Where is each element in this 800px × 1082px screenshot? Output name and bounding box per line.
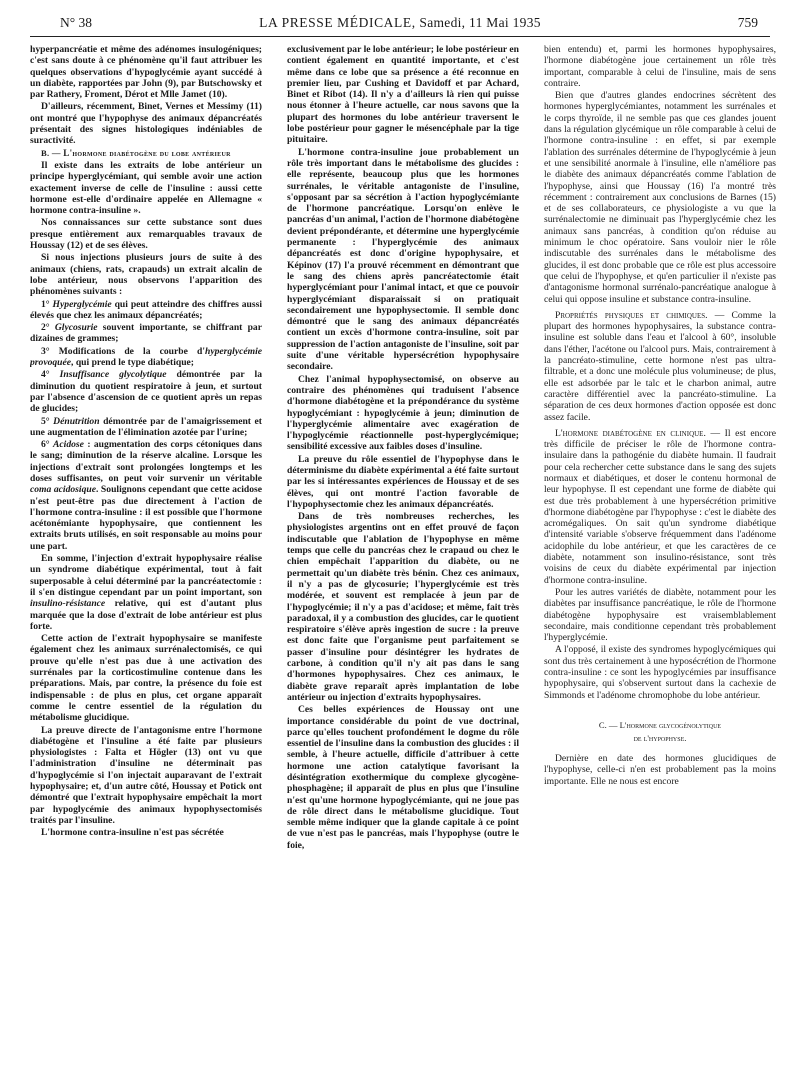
list-item [30,369,262,414]
journal-name: LA PRESSE MÉDICALE, [259,15,416,30]
list-text: démontrée par de l'amaigrissement et une augmentation de l'élimination azotée par l'urine; [30,415,262,438]
paragraph: La preuve du rôle essentiel de l'hypophyse dans le déterminisme du diabète expérimental a été faite surtout par les si intéressantes expériences de Houssay et de ses élèves, qui ont montré l'action favorable de l'hypophysectomie chez les animaux dépancréatés. [287,453,519,510]
list-term: Hyperglycémie [52,298,112,310]
issue-date: Samedi, 11 Mai 1935 [419,15,541,30]
list-term: Glycosurie [54,322,98,334]
text-run: — Comme la plupart des hormones hypophysaires, la substance contra-insuline est soluble dans l'eau et l'alcool à 60°, insoluble dans l'éther, l'acétone ou l'alcool purs. Mais, contrairement à la pancréato-stimuline, cette hormone n'est pas ultra-filtrable, et a donc une molécule plus volumineuse; de plus, elle est adsorbée par le talc et le charbon animal, autre caractère différentiel avec la pancréato-stimuline. La séparation de ces deux hormones d'action opposée est donc assez facile. [544,309,776,423]
journal-title [30,12,770,34]
paragraph: D'ailleurs, récemment, Binet, Vernes et Messimy (11) ont montré que l'hypophyse des animaux dépancréatés présentait des signes histologiques indéniables de suractivité. [30,101,262,147]
list-item [30,416,262,439]
section-subtitle: de l'hypophyse. [633,732,687,743]
column-3 [544,44,776,1074]
list-item [30,299,262,322]
page-header [30,12,770,34]
list-text: souvent importante, se chiffrant par dizaines de grammes; [30,322,262,345]
paragraph: Dernière en date des hormones glucidiques de l'hypophyse, celle-ci n'en est probablement pas la moins importante. Elle ne nous est encore [544,752,776,787]
paragraph: Si nous injections plusieurs jours de suite à des animaux (chiens, rats, crapauds) un extrait alcalin de lobe antérieur, nous observons l'apparition des phénomènes suivants : [30,252,262,298]
subsection-paragraph [544,310,776,423]
list-text: : augmentation des corps cétoniques dans le sang; diminution de la réserve alcaline. Lorsque les injections d'extrait sont prolongées longtemps et les doses suffisantes, on peut voir survenir un véritable [30,439,262,484]
list-num: 6° [41,439,54,451]
paragraph: Dans de très nombreuses recherches, les physiologistes argentins ont en effet prouvé de façon indiscutable que l'ablation de l'hypophyse en même temps que celle du pancréas chez le crapaud ou chez le chien empêchait l'apparition du diabète, ou ne permettait qu'un diabète très bénin. Chez ces animaux, il n'y a pas de glycosurie; l'hyperglycémie est très modérée, et souvent est remplacée à jeun par de l'hypoglycémie; il n'y a pas d'acidose; et même, fait très paradoxal, il y a combustion des glucides, car le quotient respiratoire s'élève après ingestion de sucre : la preuve est donc faite que l'organisme peut parfaitement se passer d'insuline pour désintégrer les hydrates de carbone, à condition qu'il n'y ait pas dans le sang d'hormones hypophysaires. Chez ces animaux, le diabète grave reparaît après implantation de lobe antérieur ou injection d'extraits hypophysaires. [287,511,519,703]
paragraph: Nos connaissances sur cette substance sont dues presque entièrement aux remarquables travaux de Houssay (12) et de ses élèves. [30,217,262,252]
subsection-title: Propriétés physiques et chimiques. [555,309,708,321]
header-rule [30,36,770,37]
list-term: Acidose [53,439,84,451]
list-item [30,346,262,369]
paragraph [30,553,262,632]
paragraph: Pour les autres variétés de diabète, notamment pour les diabètes par insuffisance pancréatique, le rôle de l'hormone diabétogène hypophysaire est vraisemblablement secondaire, mais conditionne cependant très probablement l'hyperglycémie. [544,586,776,644]
paragraph: hyperpancréatie et même des adénomes insulogéniques; c'est sans doute à ce phénomène qu'il faut attribuer les quelques observations d'hypoglycémie ayant succédé à un diabète, rapportées par John (9), par Butschowsky et par Rathery, Froment, Dérot et Mlle Jamet (10). [30,44,262,101]
paragraph: A l'opposé, il existe des syndromes hypoglycémiques qui sont dus très certainement à une hyposécrétion de l'hormone contra-insuline : ce sont les hypoglycémies par insuffisance hypophysaire, qui s'observent surtout dans la cachexie de Simmonds et l'adénome chromophobe du lobe antérieur. [544,644,776,701]
list-text: qui peut atteindre des chiffres aussi élevés que chez les animaux dépancréatés; [30,298,262,321]
section-heading-b [30,148,262,159]
section-letter: B. — [41,147,64,158]
list-num: 5° [41,415,54,427]
list-term: Insuffisance glycolytique [59,369,167,381]
list-term: Dénutrition [53,415,100,427]
list-num: 2° [41,322,55,334]
section-title: C. — L'hormone glycogénolytique [598,719,722,730]
paragraph: Il existe dans les extraits de lobe antérieur un principe hyperglycémiant, qui semble avoir une action exactement inverse de celle de l'insuline : aussi cette hormone est-elle d'ordinaire appelée en Allemagne « hormone contra-insuline ». [30,159,262,217]
list-text: , qui prend le type diabétique; [71,357,194,369]
paragraph: La preuve directe de l'antagonisme entre l'hormone diabétogène et l'insuline a été faite par plusieurs physiologistes : Falta et Högler (13) ont vu que l'administration d'insuline ne déterminait pas d'hypoglycémie si l'on injectait auparavant de l'extrait hypophysaire; et, d'un autre côté, Houssay et Potick ont démontré que l'extrait hypophysaire empêchait la mort par hypoglycémie des animaux hypophysectomisés traités par l'insuline. [30,724,262,826]
list-text: . Soulignons cependant que cette acidose n'est peut-être pas due directement à l'action de l'hormone contra-insuline : il est possible que l'hormone acétonémiante hypophysaire, que contiennent les extraits bruts utilisés, en soit responsable au moins pour une part. [30,484,262,552]
column-2 [287,44,519,1074]
paragraph: Cette action de l'extrait hypophysaire se manifeste également chez les animaux surrénalectomisés, ce qui prouve qu'elle n'est pas due à une activation des surrénales par la corticostimuline contenue dans les préparations. Mais, par contre, la présence du foie est indispensable : de plus en plus, cet organe apparaît comme le centre essentiel de la régulation du métabolisme glucidique. [30,633,262,724]
column-1 [30,44,262,1074]
paragraph: Ces belles expériences de Houssay ont une importance considérable du point de vue doctrinal, parce qu'elles touchent profondément le dogme du rôle essentiel de l'insuline dans la combustion des glucides : il semble, à l'heure actuelle, difficile d'attribuer à cette hormone une action catalytique favorisant la désintégration exothermique du complexe glycogène-phosphagène; il apparaît de plus en plus que l'insuline n'est qu'une hormone hypoglycémiante, qui ne joue pas de rôle direct dans le métabolisme glucidique. Tout semble même indiquer que la glande capitale à ce point de vue n'est pas le pancréas, mais l'hypophyse (outre le foie, [287,704,519,851]
paragraph: exclusivement par le lobe antérieur; le lobe postérieur en contient également en quantité importante, et c'est même dans ce lobe que sa présence a été reconnue en premier lieu, par Cushing et Davidoff et par Achard, Binet et Ribot (14). Il n'y a d'ailleurs là rien qui puisse nous étonner à l'heure actuelle, car nous savons que la plupart des hormones du lobe antérieur traversent le lobe postérieur pour gagner le mésencéphale par la tige pituitaire. [287,44,519,146]
paragraph: bien entendu) et, parmi les hormones hypophysaires, l'hormone diabétogène joue certainement un rôle très important, comparable à celui de l'insuline, mais de sens contraire. [544,44,776,89]
emphasis: insulino-résistance [30,598,106,610]
page-number: 759 [737,15,758,30]
list-item [30,439,262,552]
list-num: 4° [41,369,60,381]
list-text: démontrée par la diminution du quotient respiratoire à jeun, et surtout par l'absence d'ascension de ce quotient après un repas de glucides; [30,369,262,415]
section-title: L'hormone diabétogène du lobe antérieur [63,147,231,158]
text-run: relative, qui est d'autant plus marquée que la dose d'extrait de lobe antérieur est plus forte. [30,598,262,632]
subsection-paragraph [544,428,776,586]
paragraph: Bien que d'autres glandes endocrines sécrètent des hormones hyperglycémiantes, notamment les surrénales et le corps thyroïde, il ne semble pas que ces glandes jouent dans la régulation glycémique un rôle comparable à celui de l'hormone contra-insuline : en effet, si par exemple l'ablation des surrénales détermine de l'hypoglycémie à jeun et une sensibilité anormale à l'insuline, elle n'améliore pas le diabète des animaux dépancréatés comme l'ablation de l'hypophyse, ainsi que Houssay (16) l'a montré très récemment : contrairement aux conclusions de Barnes (15) et de ses collaborateurs, ce physiologiste a vu que la surrénalectomie ne diminuait pas l'hyperglycémie chez les animaux sans pancréas, à condition qu'on réduise au minimum le choc opératoire. Sans vouloir nier le rôle indiscutable des surrénales dans le métabolisme des glucides, il est donc probable que ce rôle est plus accessoire que celui de l'hypophyse, et qu'en particulier il n'existe pas d'antagonisme hormonal surrénalo-pancréatique analogue à celui qui oppose insuline et substance contra-insuline. [544,90,776,305]
paragraph: L'hormone contra-insuline n'est pas sécrétée [41,827,224,839]
list-item [30,322,262,345]
text-run: — Il est encore très difficile de préciser le rôle de l'hormone contra-insulaire dans la pathogénie du diabète humain. Il faudrait pour cela rechercher cette substance dans le sang des sujets normaux et diabétiques, et doser le contenu hormonal de leur hypophyse. Il est cependant une forme de diabète qui est due très probablement à une hypersécrétion primitive d'hormone diabétogène par l'hypophyse : c'est le diabète des acromégaliques. On sait qu'un syndrome diabétique d'intensité variable s'observe fréquemment dans l'adénome acidophile du lobe antérieur, et que les caractères de ce diabète, notamment son insulino-résistance, sont très voisins de ceux du diabète expérimental par injection d'hormone contra-insuline. [544,427,776,586]
paragraph: L'hormone contra-insuline joue probablement un rôle très important dans le métabolisme des glucides : elle représente, beaucoup plus que les hormones surrénales, le véritable antagoniste de l'insuline, s'opposant par sa sécrétion à l'action hypoglycémiante de l'hormone pancréatique. Lorsqu'on enlève le pancréas d'un animal, l'action de l'hormone diabétogène devient prépondérante, et détermine une hyperglycémie permanente : l'hyperglycémie des animaux dépancréatés est donc d'origine hypophysaire, et Képinov (17) l'a prouvé récemment en démontrant que le sang des chiens après pancréatectomie était hyperglycémiant pour l'animal intact, et que ce pouvoir hyperglycémiant disparaissait si on pratiquait secondairement une hypophysectomie. Il semble donc démontré que le sang des animaux dépancréatés contient un excès d'hormone contra-insuline, soit par suppression de l'action antagoniste de l'insuline, soit par suite d'une véritable hypersécrétion hypophysaire secondaire. [287,146,519,373]
list-num: 1° [41,298,53,310]
list-term: hyperglycémie provoquée [30,345,262,369]
text-run: En somme, l'injection d'extrait hypophysaire réalise un syndrome diabétique expérimental, tout à fait superposable à celui déterminé par la pancréatectomie : il s'en distingue cependant par un point important, son [30,553,262,598]
section-heading-c [544,719,776,745]
subsection-title: L'hormone diabétogène en clinique. [555,427,706,439]
paragraph: Chez l'animal hypophysectomisé, on observe au contraire des phénomènes qui traduisent l'absence d'hormone diabétogène et la prépondérance du système hypoglycémiant : hypoglycémie à jeun; diminution de l'hyperglycémie alimentaire avec exagération de l'hypoglycémie réactionnelle post-hyperglycémique; sensibilité excessive aux faibles doses d'insuline. [287,373,519,453]
list-term: coma acidosique [30,484,96,496]
list-num: 3° Modifications de la courbe d' [41,345,205,357]
issue-number: N° 38 [60,15,93,30]
